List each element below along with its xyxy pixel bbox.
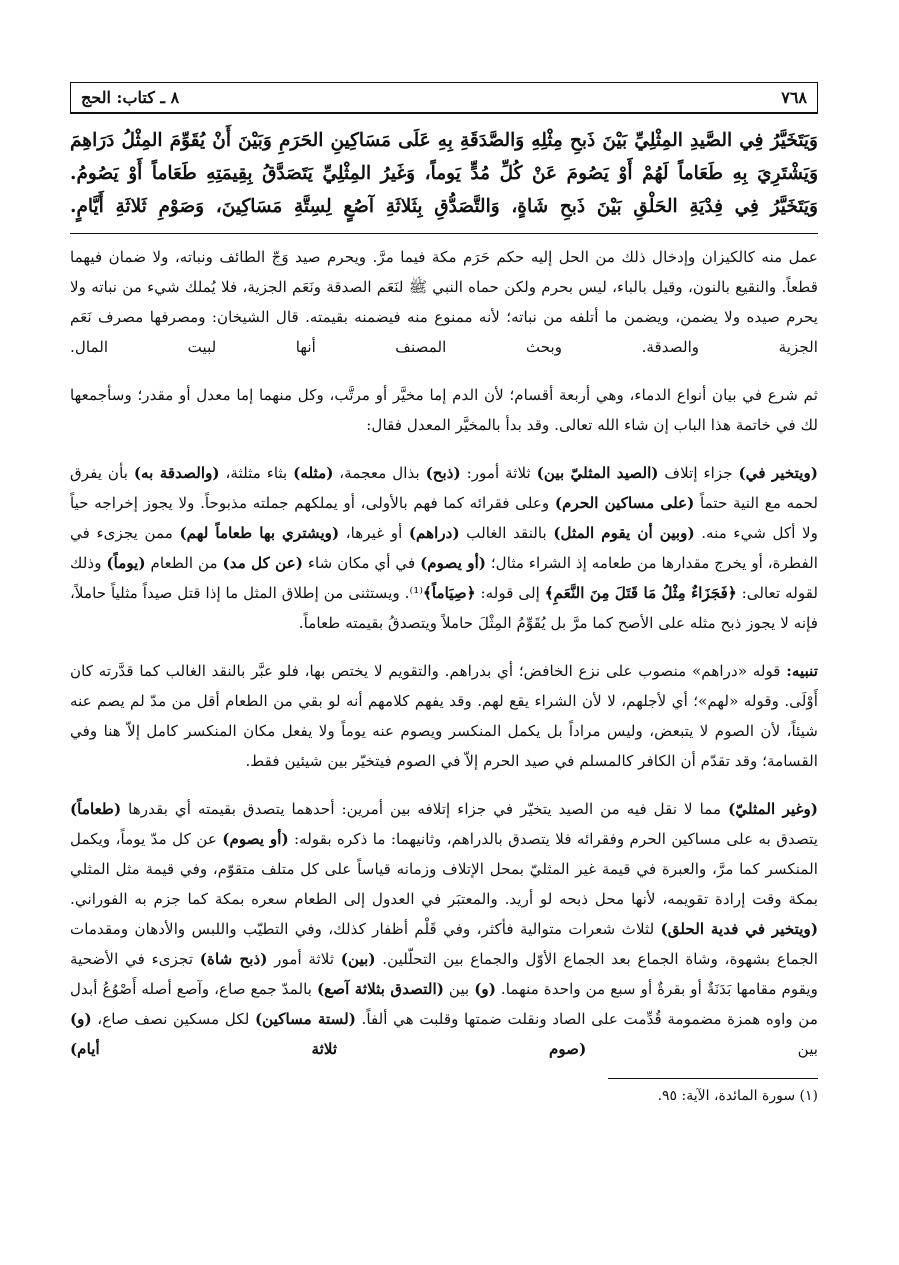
commentary-text: بأن يفرق لحمه مع النية حتماً: [70, 464, 818, 512]
lemma-text: (عن كل مد): [222, 554, 303, 572]
lemma-text: (دراهم): [408, 524, 460, 542]
lemma-text: ﴿فَجَزَاءٌ مِثْلُ مَا قَتَلَ مِنَ النَّعَمِ﴾: [544, 584, 737, 602]
lemma-text: (وغير المثليّ): [728, 800, 818, 818]
commentary-text: ثلاثة أمور:: [460, 464, 537, 482]
commentary-text: ⁽¹⁾. ويستثنى من إطلاق المثل ما إذا قتل صيداً مثلياً حاملاً، فإنه لا يجوز ذبح مثله على الأصح كما مرَّ بل يُقَوِّمُ المِثْلَ حاملاً ويتصدقُ بقيمته طعاماً.: [70, 584, 818, 632]
lemma-text: تنبيه:: [786, 662, 818, 680]
commentary-text: وعلى فقرائه كما فهم بالأولى، أو يملكهم جملته مذبوحاً. ولا يجوز إخراجه حياً ولا أكل شيء منه.: [70, 494, 818, 542]
commentary-text: لكل مسكين نصف صاع،: [91, 1010, 255, 1028]
lemma-text: (ويتخير في): [738, 464, 818, 482]
footnote-rule: [608, 1078, 818, 1079]
matn-separator: [70, 233, 818, 234]
lemma-text: (الصيد المثليّ بين): [536, 464, 659, 482]
lemma-text: (أو يصوم): [420, 554, 486, 572]
commentary-text: أو غيرها،: [339, 524, 409, 542]
commentary-text: إلى قوله:: [475, 584, 545, 602]
commentary-text: ثم شرع في بيان أنواع الدماء، وهي أربعة أقسام؛ لأن الدم إما مخيَّر أو مرتَّب، وكل منهما إما معدل أو مقدر؛ وسأجمعها لك في خاتمة هذا الباب إن شاء الله تعالى. وقد بدأ بالمخيَّر المعدل فقال:: [70, 386, 818, 434]
commentary-paragraph: [70, 656, 818, 776]
commentary-paragraph: [70, 242, 818, 362]
lemma-text: (مثله): [293, 464, 334, 482]
footnote: (١) سورة المائدة، الآية: ٩٥.: [657, 1088, 818, 1104]
commentary-text: وذلك لقوله تعالى:: [70, 554, 819, 602]
lemma-text: (على مساكين الحرم): [554, 494, 695, 512]
matn-line: وَيَتَخَيَّرُ فِي فِدْيَةِ الحَلْقِ بَيْنَ ذَبحِ شَاةٍ، وَالتَّصَدُّقِ بِثَلاثَةِ آصُعٍ لِسِتَّةِ مَسَاكِينَ، وَصَوْمِ ثَلاثَةِ أَيَّامٍ.: [70, 196, 818, 217]
commentary-text: بثاء مثلثة،: [219, 464, 294, 482]
matn-text: [70, 124, 818, 223]
commentary-body: [70, 242, 818, 1064]
lemma-text: (و): [70, 1010, 92, 1028]
commentary-text: ثلاثة أمور: [267, 950, 341, 968]
lemma-text: (صوم ثلاثة أيام): [70, 1040, 587, 1058]
commentary-text: جزاء إتلاف: [658, 464, 739, 482]
page-header: [70, 82, 818, 114]
lemma-text: (ذبح شاة): [199, 950, 268, 968]
lemma-text: (يوماً): [106, 554, 146, 572]
lemma-text: (التصدق بثلاثة آصع): [316, 980, 444, 998]
lemma-text: (وبين أن يقوم المثل): [553, 524, 695, 542]
commentary-text: من الطعام: [145, 554, 223, 572]
matn-line: وَيَتَخَيَّرُ فِي الصَّيدِ المِثْلِيِّ بَيْنَ ذَبحِ مِثْلِهِ وَالصَّدَقَةِ بِهِ عَلَى مَسَاكِينِ الحَرَمِ وَبَيْنَ أَنْ يُقَوِّمَ المِثْلُ دَرَاهِمَ: [70, 130, 818, 151]
commentary-text: قوله «دراهم» منصوب على نزع الخافض؛ أي بدراهم. والتقويم لا يختص بها، فلو عبَّر بالنقد الغالب كما قدَّرته كان أَوْلَى. وقوله «لهم»؛ أي لأجلهم، لا لأن الشراء يقع لهم. وقد يفهم كلامهم أنه لو بقي من الطعام أقل من مدّ لم يصم عنه شيئاً، لأن الصوم لا يتبعض، وليس مراداً بل يكمل المنكسر ويصوم عنه يوماً ولا يفعل مكان المنكسر كامل إلاّ هنا وفي القسامة؛ وقد تقدّم أن الكافر كالمسلم في صيد الحرم إلاّ في الصوم فيتخيّر بين شيئين فقط.: [70, 662, 818, 770]
commentary-text: ممن يجزىء في الفطرة، أو يخرج مقدارها من طعامه إذ الشراء مثال؛: [70, 524, 818, 572]
page: [70, 82, 818, 1107]
commentary-text: بذال معجمة،: [333, 464, 426, 482]
page-number: ٧٦٨: [781, 88, 807, 107]
commentary-text: بين: [586, 1040, 819, 1058]
commentary-paragraph: [70, 794, 818, 1064]
matn-line: وَيَشْتَرِيَ بِهِ طَعَاماً لَهُمْ أَوْ يَصُومَ عَنْ كُلِّ مُدٍّ يَوماً، وَغَيرُ المِثْلِيِّ يَتَصَدَّقُ بِقِيمَتِهِ طَعَاماً أَوْ يَصُومُ.: [70, 163, 818, 184]
chapter-title: ٨ ـ كتاب: الحج: [81, 88, 180, 107]
lemma-text: (ذبح): [425, 464, 461, 482]
lemma-text: (أو يصوم): [222, 830, 289, 848]
commentary-text: بالمدّ جمع صاع، وآصع أصله أَصْوُعُ أبدل من واوه همزة مضمومة قُدِّمت على الصاد ونقلت ضمتها وقلبت هي ألفاً.: [70, 980, 818, 1028]
lemma-text: (طعاماً): [70, 800, 122, 818]
commentary-text: بين: [443, 980, 475, 998]
commentary-text: يتصدق به على مساكين الحرم وفقرائه فلا يتصدق بالدراهم، وثانيهما: ما ذكره بقوله:: [288, 830, 818, 848]
lemma-text: (و): [474, 980, 496, 998]
commentary-text: مما لا نقل فيه من الصيد يتخيّر في جزاء إتلافه بين أمرين: أحدهما يتصدق بقيمته أي بقدرها: [121, 800, 729, 818]
commentary-text: في أي مكان شاء: [303, 554, 421, 572]
commentary-text: عمل منه كالكيزان وإدخال ذلك من الحل إليه حكم حَرَم مكة فيما مرَّ. ويحرم صيد وَجّ الطائف ونباته، ولا ضمان فيهما قطعاً. والنقيع بالنون، وقيل بالباء، ليس بحرم ولكن حماه النبي ﷺ لنَعَم الصدقة ونَعَم الجزية، فلا يُملك شيء من نباته ولا يحرم صيده ولا يضمن، ويضمن ما أتلفه من نباته؛ لأنه ممنوع منه فيضمنه بقيمته. قال الشيخان: ومصرفها مصرف نَعَم الجزية والصدقة. وبحث المصنف أنها لبيت المال.: [70, 248, 818, 356]
commentary-text: لثلاث شعرات متوالية فأكثر، وفي قَلْم أظفار كذلك، وفي التطيّب واللبس والأدهان ومقدمات الجماع بشهوة، وشاة الجماع بعد الجماع الأوّل والجماع بين التحلّلين.: [70, 920, 818, 968]
commentary-text: عن كل مدّ يوماً، ويكمل المنكسر كما مرَّ، والعبرة في قيمة غير المثليّ بمحل الإتلاف وزمانه قياساً على كل متلف متقوّم، وفي قيمة مثل المثلي بمكة وقت إرادة تقويمه، لأنها محل ذبحه لو أريد. والمعتبَر في العدول إلى الطعام سعره بمكة كما جزم به الفوراني.: [70, 830, 818, 908]
lemma-text: (لستة مساكين): [254, 1010, 356, 1028]
commentary-text: بالنقد الغالب: [459, 524, 554, 542]
commentary-text: تجزىء في الأضحية ويقوم مقامها بَدَنَةٌ أو بقرةٌ أو سبع من واحدة منهما.: [70, 950, 818, 998]
commentary-paragraph: [70, 458, 818, 638]
lemma-text: (ويشتري بها طعاماً لهم): [179, 524, 340, 542]
lemma-text: (والصدقة به): [133, 464, 220, 482]
commentary-paragraph: [70, 380, 818, 440]
lemma-text: ﴿صِيَاماً﴾: [423, 584, 476, 602]
lemma-text: (ويتخير في فدية الحلق): [660, 920, 819, 938]
lemma-text: (بين): [340, 950, 376, 968]
